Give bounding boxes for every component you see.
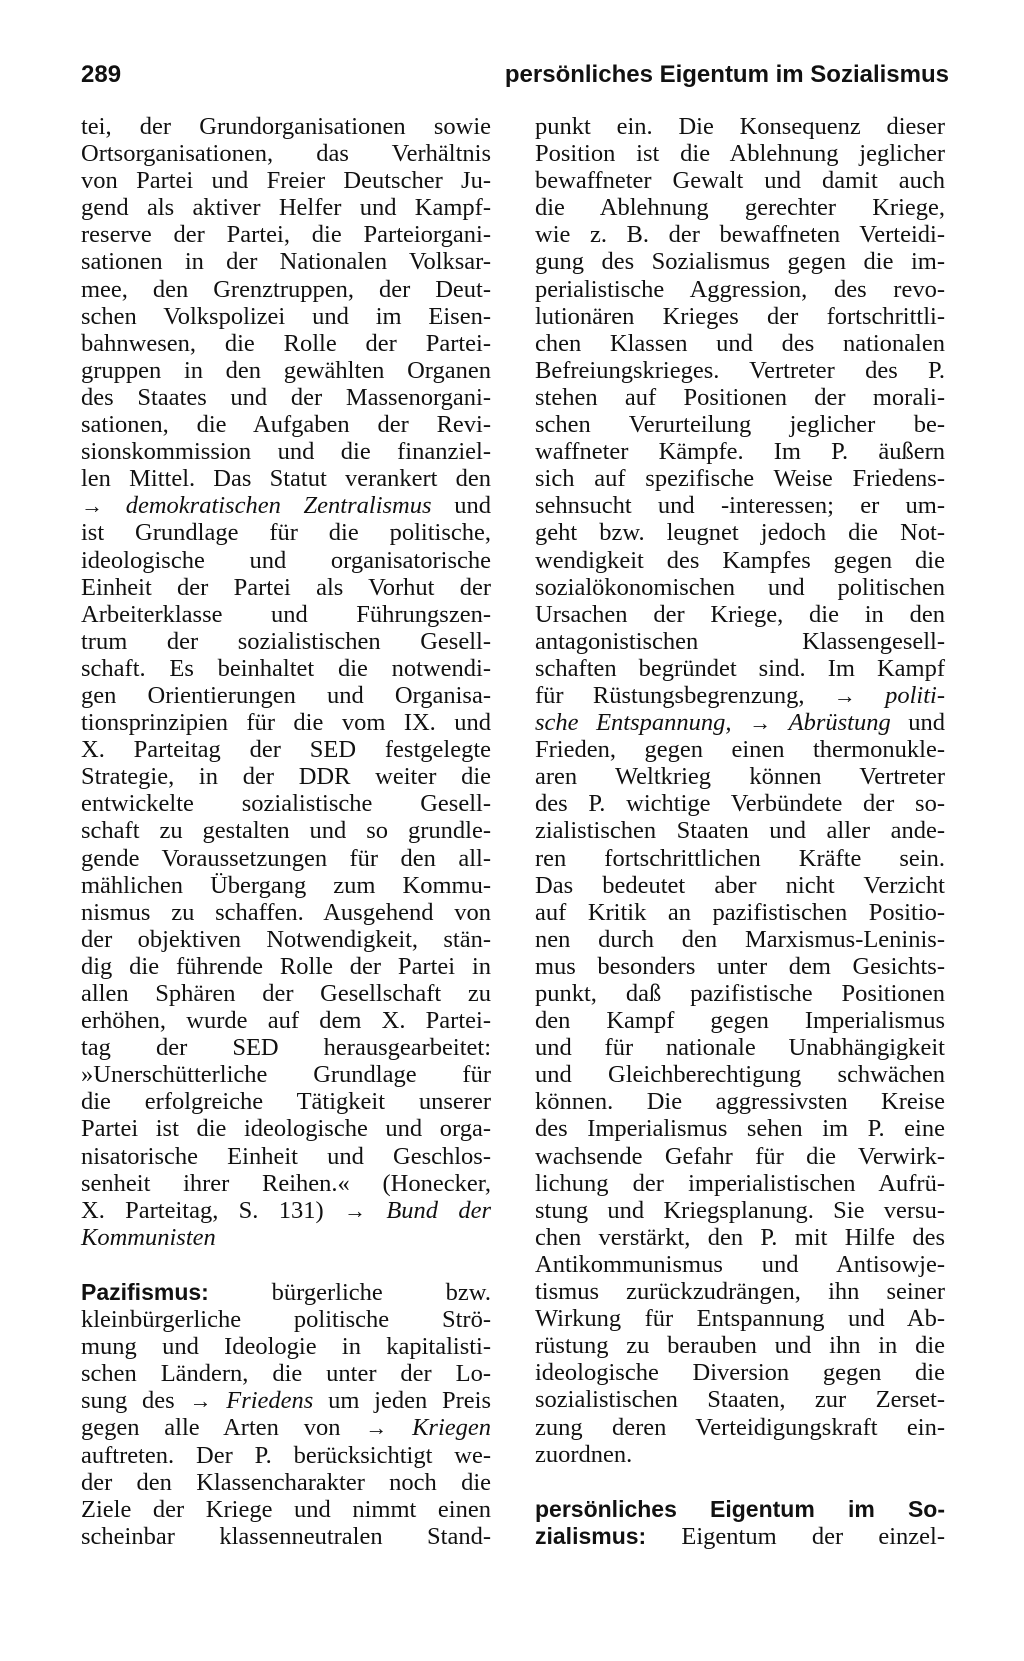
text-line: allen Sphären der Gesellschaft zu bbox=[81, 980, 491, 1007]
cross-reference: Abrüstung bbox=[788, 709, 891, 737]
text-line: Einheit der Partei als Vorhut der bbox=[81, 573, 491, 601]
text-line: können. Die aggressivsten Kreise bbox=[535, 1088, 945, 1116]
text-fragment: und bbox=[890, 709, 945, 737]
text-line: Ursachen der Kriege, die in den bbox=[535, 600, 945, 628]
text-line: reserve der Partei, die Parteiorgani- bbox=[81, 221, 491, 249]
text-line: ideologische und organisatorische bbox=[81, 546, 491, 574]
text-line: antagonistischen Klassengesell- bbox=[535, 627, 945, 655]
text-line: die Ablehnung gerechter Kriege, bbox=[535, 194, 945, 222]
text-line: mus besonders unter dem Gesichts- bbox=[535, 952, 945, 980]
text-fragment: um jeden Preis bbox=[313, 1387, 491, 1415]
text-line: Befreiungskrieges. Vertreter des P. bbox=[535, 356, 945, 384]
text-line: stung und Kriegsplanung. Sie versu- bbox=[535, 1196, 945, 1224]
text-line: schaft zu gestalten und so grundle- bbox=[81, 817, 491, 845]
text-line: kleinbürgerliche politische Strö- bbox=[81, 1306, 491, 1334]
entry-term: persönliches Eigentum im So- bbox=[535, 1495, 945, 1522]
text-line bbox=[81, 1387, 491, 1414]
text-line: geht bzw. leugnet jedoch die Not- bbox=[535, 519, 945, 547]
text-line: nismus zu schaffen. Ausgehend von bbox=[81, 898, 491, 926]
text-fragment bbox=[387, 1414, 412, 1441]
text-line: chen verstärkt, den P. mit Hilfe des bbox=[535, 1223, 945, 1251]
text-line: Antikommunismus und Antisowje- bbox=[535, 1250, 945, 1278]
text-line bbox=[81, 1279, 491, 1306]
text-line: lichung der imperialistischen Aufrü- bbox=[535, 1169, 945, 1197]
text-line: nisatorische Einheit und Geschlos- bbox=[81, 1142, 491, 1170]
text-line: gruppen in den gewählten Organen bbox=[81, 356, 491, 384]
page-number: 289 bbox=[81, 61, 122, 88]
arrow-icon: → bbox=[749, 710, 772, 736]
text-line: gende Voraussetzungen für den all- bbox=[81, 844, 491, 872]
text-line: len Mittel. Das Statut verankert den bbox=[81, 465, 491, 493]
text-fragment bbox=[366, 1197, 386, 1224]
left-column bbox=[81, 113, 491, 1550]
text-fragment bbox=[211, 1387, 226, 1414]
text-line: trum der sozialistischen Gesell- bbox=[81, 627, 491, 655]
text-line: dig die führende Rolle der Partei in bbox=[81, 952, 491, 980]
text-line: sich auf spezifische Weise Friedens- bbox=[535, 465, 945, 493]
text-line: wachsende Gefahr für die Verwirk- bbox=[535, 1142, 945, 1170]
text-line: auftreten. Der P. berücksichtigt we- bbox=[81, 1441, 491, 1469]
text-line: rüstung zu berauben und ihn in die bbox=[535, 1332, 945, 1360]
text-line bbox=[535, 1496, 945, 1523]
text-line: »Unerschütterliche Grundlage für bbox=[81, 1061, 491, 1089]
text-fragment: gegen alle Arten von bbox=[81, 1414, 366, 1442]
text-line: schen Verurteilung jeglicher be- bbox=[535, 411, 945, 439]
text-line: des Staates und der Massenorgani- bbox=[81, 383, 491, 411]
text-line: und Gleichberechtigung schwächen bbox=[535, 1061, 945, 1089]
text-line: mählichen Übergang zum Kommu- bbox=[81, 871, 491, 899]
text-line: auf Kritik an pazifistischen Positio- bbox=[535, 898, 945, 926]
text-line: punkt ein. Die Konsequenz dieser bbox=[535, 113, 945, 140]
text-line: tag der SED herausgearbeitet: bbox=[81, 1034, 491, 1062]
arrow-icon: → bbox=[343, 1197, 366, 1223]
text-line: mee, den Grenztruppen, der Deut- bbox=[81, 275, 491, 303]
arrow-icon: → bbox=[189, 1388, 212, 1414]
text-line: X. Parteitag der SED festgelegte bbox=[81, 736, 491, 764]
running-head: persönliches Eigentum im Sozialismus bbox=[504, 61, 949, 88]
text-line bbox=[535, 709, 945, 736]
text-line: sationen in der Nationalen Volksar- bbox=[81, 248, 491, 276]
text-line: des P. wichtige Verbündete der so- bbox=[535, 790, 945, 818]
cross-reference: demokratischen Zentralismus bbox=[125, 492, 432, 520]
text-fragment: bürgerliche bzw. bbox=[208, 1278, 491, 1306]
text-line: Frieden, gegen einen thermonukle- bbox=[535, 736, 945, 764]
text-fragment bbox=[103, 492, 126, 519]
text-line: den Kampf gegen Imperialismus bbox=[535, 1007, 945, 1035]
text-line: punkt, daß pazifistische Positionen bbox=[535, 980, 945, 1007]
text-line bbox=[81, 492, 491, 519]
text-fragment: sung des bbox=[81, 1387, 190, 1415]
arrow-icon: → bbox=[833, 682, 856, 708]
text-line: wendigkeit des Kampfes gegen die bbox=[535, 546, 945, 574]
text-line: Ziele der Kriege und nimmt einen bbox=[81, 1495, 491, 1523]
text-line: die erfolgreiche Tätigkeit unserer bbox=[81, 1088, 491, 1116]
page-header bbox=[81, 58, 949, 92]
text-line: perialistische Aggression, des revo- bbox=[535, 275, 945, 303]
text-line: bahnwesen, die Rolle der Partei- bbox=[81, 329, 491, 357]
text-line: bewaffneter Gewalt und damit auch bbox=[535, 167, 945, 195]
text-line: sationen, die Aufgaben der Revi- bbox=[81, 411, 491, 439]
text-line: stehen auf Positionen der morali- bbox=[535, 383, 945, 411]
text-line: entwickelte sozialistische Gesell- bbox=[81, 790, 491, 818]
text-line: sozialökonomischen und politischen bbox=[535, 573, 945, 601]
text-line: tismus zurückzudrängen, ihn seiner bbox=[535, 1278, 945, 1306]
arrow-icon: → bbox=[81, 493, 103, 519]
text-line: sozialistischen Staaten, zur Zerset- bbox=[535, 1386, 945, 1414]
text-line bbox=[81, 1197, 491, 1224]
paragraph-gap bbox=[81, 1251, 491, 1279]
text-line: von Partei und Freier Deutscher Ju- bbox=[81, 167, 491, 195]
text-line: sionskommission und die finanziel- bbox=[81, 438, 491, 466]
text-line: tionsprinzipien für die vom IX. und bbox=[81, 709, 491, 737]
paragraph-gap bbox=[535, 1468, 945, 1496]
cross-reference: Kommunisten bbox=[81, 1223, 216, 1251]
text-line: ideologische Diversion gegen die bbox=[535, 1359, 945, 1387]
text-line: scheinbar klassenneutralen Stand- bbox=[81, 1522, 491, 1550]
text-line: Partei ist die ideologische und orga- bbox=[81, 1115, 491, 1143]
text-line: zung deren Verteidigungskraft ein- bbox=[535, 1413, 945, 1441]
text-line: gung des Sozialismus gegen die im- bbox=[535, 248, 945, 276]
text-line: schen Ländern, die unter der Lo- bbox=[81, 1360, 491, 1388]
text-line: Wirkung für Entspannung und Ab- bbox=[535, 1305, 945, 1333]
text-line bbox=[81, 1224, 491, 1251]
text-line: waffneter Kämpfe. Im P. äußern bbox=[535, 438, 945, 466]
text-fragment: und bbox=[431, 492, 491, 520]
text-line bbox=[535, 1523, 945, 1550]
text-line: der objektiven Notwendigkeit, stän- bbox=[81, 925, 491, 953]
entry-term: zialismus: bbox=[535, 1522, 647, 1549]
cross-reference: Bund der bbox=[386, 1196, 492, 1224]
text-line bbox=[81, 1414, 491, 1441]
text-fragment: Eigentum der einzel- bbox=[646, 1522, 945, 1550]
cross-reference: Friedens bbox=[226, 1387, 314, 1415]
text-fragment: X. Parteitag, S. 131) bbox=[81, 1196, 344, 1224]
text-line: aren Weltkrieg können Vertreter bbox=[535, 763, 945, 791]
text-line: schaften begründet sind. Im Kampf bbox=[535, 654, 945, 682]
text-line: Position ist die Ablehnung jeglicher bbox=[535, 140, 945, 168]
text-line: gen Orientierungen und Organisa- bbox=[81, 681, 491, 709]
text-line: Ortsorganisationen, das Verhältnis bbox=[81, 140, 491, 168]
text-line: tei, der Grundorganisationen sowie bbox=[81, 113, 491, 140]
text-line: chen Klassen und des nationalen bbox=[535, 329, 945, 357]
text-line: zuordnen. bbox=[535, 1440, 633, 1468]
text-line: und für nationale Unabhängigkeit bbox=[535, 1034, 945, 1062]
text-line: senheit ihrer Reihen.« (Honecker, bbox=[81, 1169, 491, 1197]
text-line: sehnsucht und -interessen; er um- bbox=[535, 492, 945, 520]
text-line: schen Volkspolizei und im Eisen- bbox=[81, 302, 491, 330]
text-line: ist Grundlage für die politische, bbox=[81, 519, 491, 547]
cross-reference: sche Entspannung, bbox=[535, 709, 732, 737]
text-fragment: für Rüstungsbegrenzung, bbox=[535, 681, 834, 709]
text-line: nen durch den Marxismus-Leninis- bbox=[535, 925, 945, 953]
text-line bbox=[535, 682, 945, 709]
text-line: der den Klassencharakter noch die bbox=[81, 1468, 491, 1496]
text-line: schaft. Es beinhaltet die notwendi- bbox=[81, 654, 491, 682]
entry-term: Pazifismus: bbox=[81, 1278, 209, 1305]
text-line: Strategie, in der DDR weiter die bbox=[81, 763, 491, 791]
text-fragment bbox=[856, 682, 885, 709]
cross-reference: politi- bbox=[885, 681, 945, 709]
text-line: Das bedeutet aber nicht Verzicht bbox=[535, 871, 945, 899]
text-line: erhöhen, wurde auf dem X. Partei- bbox=[81, 1007, 491, 1035]
text-line: des Imperialismus sehen im P. eine bbox=[535, 1115, 945, 1143]
arrow-icon: → bbox=[365, 1415, 388, 1441]
text-line: Arbeiterklasse und Führungszen- bbox=[81, 600, 491, 628]
text-line: zialistischen Staaten und aller ande- bbox=[535, 817, 945, 845]
text-fragment bbox=[732, 709, 750, 736]
cross-reference: Kriegen bbox=[412, 1414, 492, 1442]
text-fragment bbox=[771, 709, 789, 736]
text-line: mung und Ideologie in kapitalisti- bbox=[81, 1333, 491, 1361]
text-line: lutionären Krieges der fortschrittli- bbox=[535, 302, 945, 330]
text-line: gend als aktiver Helfer und Kampf- bbox=[81, 194, 491, 222]
text-line: ren fortschrittlichen Kräfte sein. bbox=[535, 844, 945, 872]
right-column bbox=[535, 113, 945, 1550]
text-line: wie z. B. der bewaffneten Verteidi- bbox=[535, 221, 945, 249]
